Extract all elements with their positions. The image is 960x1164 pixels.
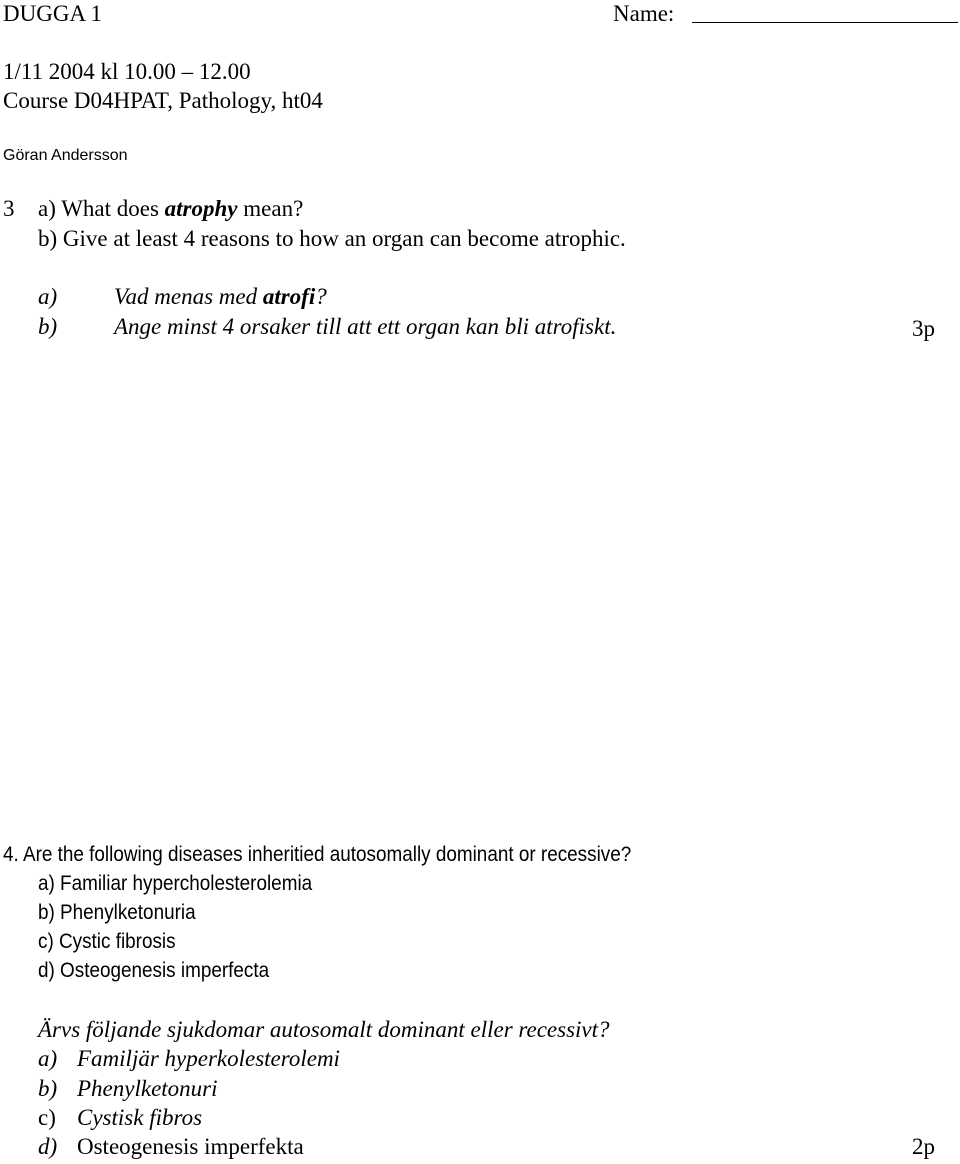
question-4d-en: d) Osteogenesis imperfecta (38, 959, 270, 982)
course-line: Course D04HPAT, Pathology, ht04 (3, 88, 323, 113)
question-4-en: 4. Are the following diseases inheritied autosomally dominant or recessive? (3, 843, 632, 866)
exam-date: 1/11 2004 kl 10.00 – 12.00 (3, 59, 251, 84)
name-field-line[interactable] (692, 22, 958, 23)
question-4a-en: a) Familiar hypercholesterolemia (38, 872, 313, 895)
name-label: Name: (613, 1, 675, 26)
question-4a-sv: Familjär hyperkolesterolemi (77, 1046, 340, 1071)
question-3-number: 3 (3, 196, 15, 221)
question-3a-en (38, 195, 303, 223)
term-atrofi: atrofi (262, 284, 316, 309)
question-3a-sv-prefix: Vad menas med (114, 284, 263, 309)
question-3a-sv-suffix: ? (315, 284, 327, 309)
question-3a-en-suffix: mean? (237, 196, 304, 221)
question-3a-sv (114, 283, 327, 311)
question-4c-sv-label: c) (38, 1105, 56, 1130)
question-4a-sv-label: a) (38, 1046, 58, 1071)
question-4b-en: b) Phenylketonuria (38, 901, 196, 924)
question-4-sv: Ärvs följande sjukdomar autosomalt dominant eller recessivt? (38, 1017, 610, 1042)
question-3b-sv: Ange minst 4 orsaker till att ett organ kan bli atrofiskt. (114, 314, 617, 339)
question-3b-en: b) Give at least 4 reasons to how an organ can become atrophic. (38, 226, 626, 251)
question-3-points: 3p (912, 316, 935, 341)
question-4b-sv: Phenylketonuri (77, 1076, 218, 1101)
question-3b-sv-label: b) (38, 314, 58, 339)
question-4c-en: c) Cystic fibrosis (38, 930, 176, 953)
exam-title: DUGGA 1 (3, 1, 103, 26)
author-name: Göran Andersson (3, 147, 128, 164)
question-4-points: 2p (912, 1134, 935, 1159)
question-4d-sv-label: d) (38, 1134, 58, 1159)
question-4c-sv: Cystisk fibros (77, 1105, 203, 1130)
question-4d-sv: Osteogenesis imperfekta (77, 1134, 304, 1159)
question-3a-sv-label: a) (38, 284, 58, 309)
term-atrophy: atrophy (164, 196, 238, 221)
question-4b-sv-label: b) (38, 1076, 58, 1101)
question-3a-en-prefix: a) What does (38, 196, 165, 221)
